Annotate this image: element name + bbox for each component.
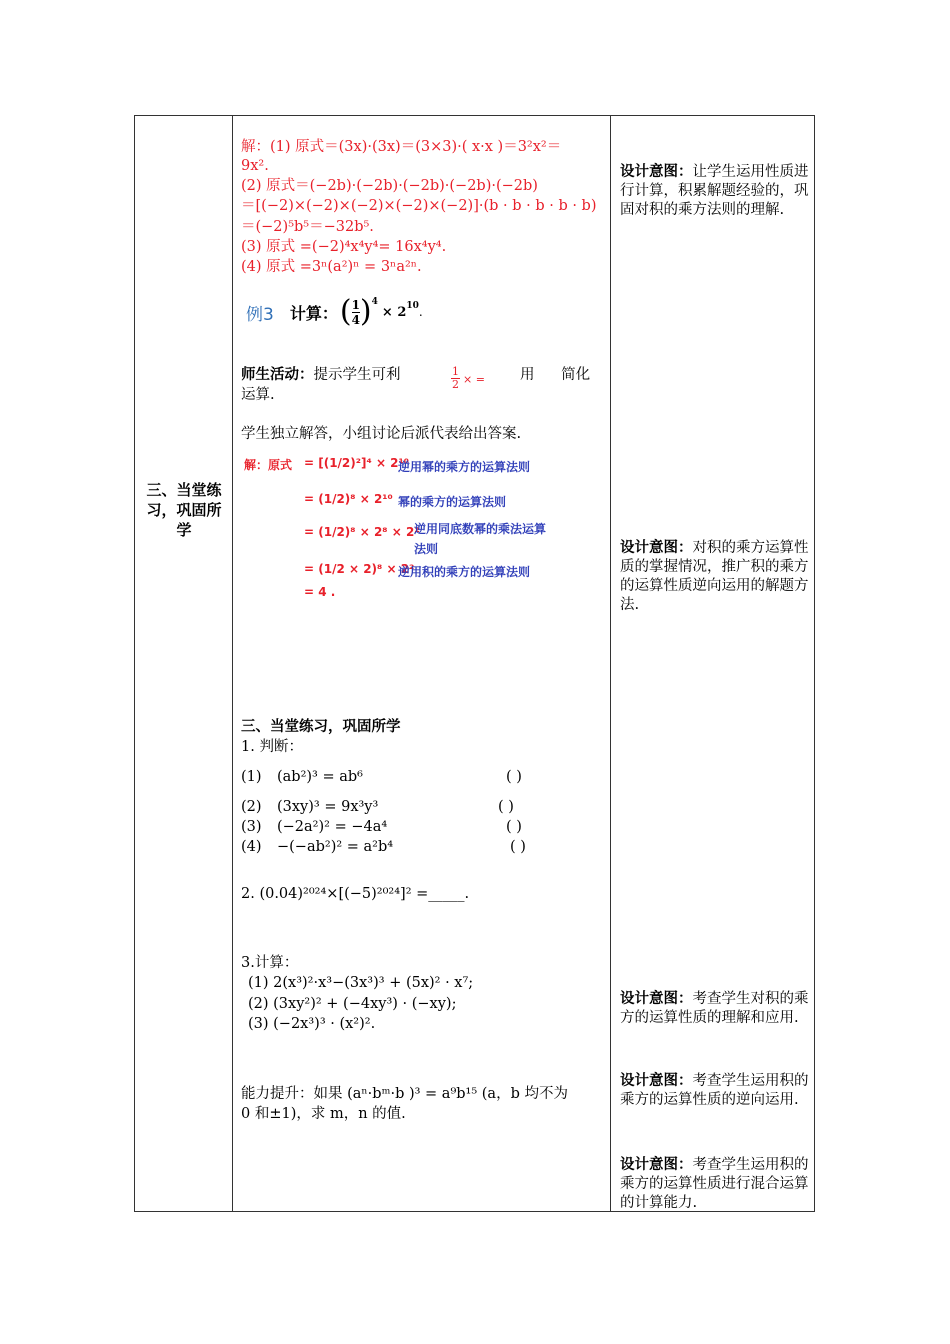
q2: 2. (0.04)²⁰²⁴×[(−5)²⁰²⁴]² =_____. bbox=[241, 886, 470, 902]
design-note: 设计意图：考查学生运用积的乘方的运算性质进行混合运算的计算能力. bbox=[620, 1157, 809, 1211]
q1-num: (2) bbox=[241, 799, 262, 815]
design-note: 设计意图：对积的乘方运算性质的掌握情况，推广积的乘方的运算性质逆向运用的解题方法. bbox=[620, 540, 809, 613]
design-note: 设计意图：考查学生对积的乘方的运算性质的理解和应用. bbox=[620, 991, 809, 1026]
activity-fraction: 1 2 bbox=[452, 365, 459, 391]
solution3-prefix: 解：原式 bbox=[244, 458, 293, 472]
example-3: 例3 计算： ( $\frac{1}{4}$ ) 4 × 2 10 . bbox=[246, 294, 423, 329]
lesson-table bbox=[134, 115, 815, 1212]
solution3-note: 逆用积的乘方的运算法则 bbox=[398, 565, 531, 579]
solution3-step: = (1/2)⁸ × 2⁸ × 2² bbox=[304, 525, 420, 539]
solution3-step: = (1/2)⁸ × 2¹⁰ bbox=[304, 492, 393, 506]
solution3-step: = 4 . bbox=[304, 585, 336, 599]
q1-blank: ( ) bbox=[506, 819, 522, 835]
solution-line: (2) 原式＝(−2b)·(−2b)·(−2b)·(−2b)·(−2b) bbox=[241, 178, 538, 194]
solution3-step: = (1/2 × 2)⁸ × 2² bbox=[304, 562, 415, 576]
example-label: 例3 bbox=[246, 304, 274, 325]
q3-item: (1) 2(x³)²·x³−(3x³)³ + (5x)² · x⁷; bbox=[248, 975, 474, 991]
q1-num: (4) bbox=[241, 839, 262, 855]
solution3-step: = [(1/2)²]⁴ × 2¹⁰ bbox=[304, 456, 410, 470]
section-label: 三、当堂练习，巩固所学 bbox=[146, 481, 222, 539]
q1-num: (1) bbox=[241, 769, 262, 785]
design-note: 设计意图：让学生运用性质进行计算，积累解题经验的，巩固对积的乘方法则的理解. bbox=[620, 164, 809, 218]
q3-item: (2) (3xy²)² + (−4xy³) · (−xy); bbox=[248, 996, 457, 1012]
q3-item: (3) (−2x³)³ · (x²)². bbox=[248, 1016, 376, 1032]
solution3-note: 逆用同底数幂的乘法运算 bbox=[414, 522, 547, 536]
example-prompt: 计算： bbox=[289, 303, 338, 323]
q1-blank: ( ) bbox=[506, 769, 522, 785]
activity-line: 师生活动：提示学生可利 bbox=[241, 367, 401, 383]
q1-title: 1. 判断： bbox=[241, 739, 303, 755]
practice-title: 三、当堂练习，巩固所学 bbox=[241, 719, 401, 735]
ability-line: 能力提升：如果 (aⁿ·bᵐ·b )³ = a⁹b¹⁵ (a，b 均不为 bbox=[241, 1086, 568, 1102]
solution-line: ＝[(−2)×(−2)×(−2)×(−2)×(−2)]·(b · b · b · b · b) bbox=[241, 198, 597, 214]
q1-expr: −(−ab²)² = a²b⁴ bbox=[277, 839, 394, 855]
solution3-note: 法则 bbox=[414, 542, 439, 556]
ability-line: 0 和±1)，求 m，n 的值. bbox=[241, 1106, 406, 1122]
solution3-note: 幂的乘方的运算法则 bbox=[398, 495, 507, 509]
solution-line: (3) 原式 =(−2)⁴x⁴y⁴= 16x⁴y⁴. bbox=[241, 239, 447, 255]
column-divider bbox=[610, 116, 611, 1211]
column-divider bbox=[232, 116, 233, 1211]
q1-blank: ( ) bbox=[498, 799, 514, 815]
solution3-note: 逆用幂的乘方的运算法则 bbox=[398, 460, 531, 474]
design-note: 设计意图：考查学生运用积的乘方的运算性质的逆向运用. bbox=[620, 1073, 809, 1108]
q3-title: 3.计算： bbox=[241, 955, 299, 971]
q1-blank: ( ) bbox=[510, 839, 526, 855]
q1-expr: (3xy)³ = 9x³y³ bbox=[277, 799, 379, 815]
fraction: $\frac{1}{4}$ bbox=[351, 297, 360, 327]
solution-line: (4) 原式 =3ⁿ(a²)ⁿ = 3ⁿa²ⁿ. bbox=[241, 259, 422, 275]
q1-expr: (ab²)³ = ab⁶ bbox=[277, 769, 363, 785]
solution-line: 解：(1) 原式＝(3x)·(3x)＝(3×3)·( x·x )＝3²x²＝ bbox=[241, 139, 562, 155]
q1-num: (3) bbox=[241, 819, 262, 835]
solution-line: ＝(−2)⁵b⁵＝−32b⁵. bbox=[241, 219, 374, 235]
q1-expr: (−2a²)² = −4a⁴ bbox=[277, 819, 388, 835]
solution-line: 9x². bbox=[241, 158, 269, 174]
